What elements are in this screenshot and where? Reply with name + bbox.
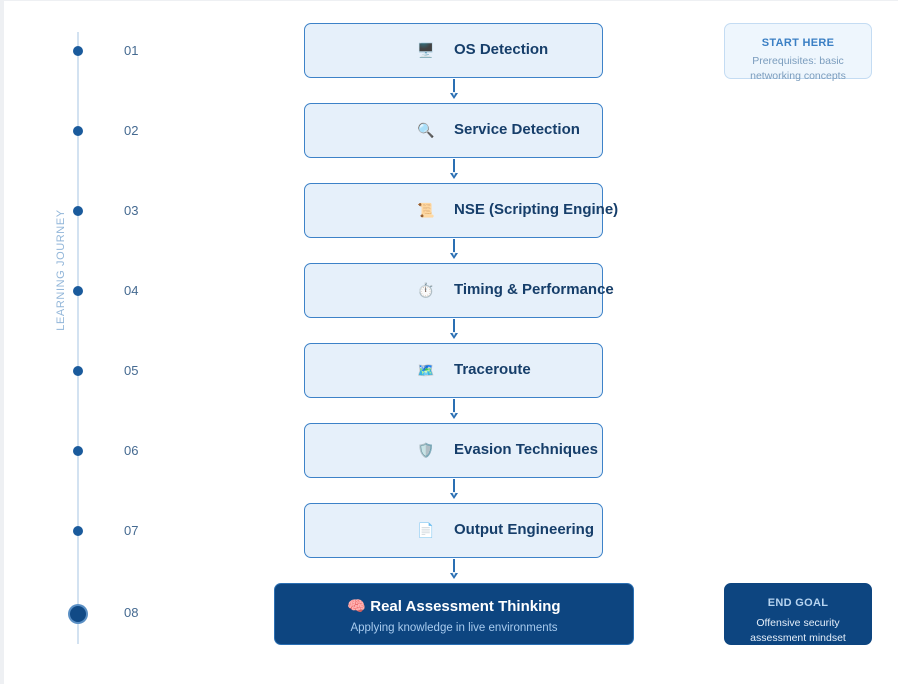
step-title: Service Detection [454, 121, 580, 138]
start-here-card [724, 23, 872, 82]
step-box-timing[interactable] [304, 263, 614, 318]
timeline-label-text: LEARNING JOURNEY [55, 209, 67, 331]
monitor-icon: 🖥️ [417, 42, 435, 58]
step-box-nse[interactable] [304, 183, 619, 238]
step-number: 01 [124, 43, 139, 58]
step-number: 07 [124, 523, 139, 538]
step-box-os-detection[interactable] [304, 23, 603, 78]
step-box-service-detection[interactable] [304, 103, 603, 158]
arrow-connector [453, 159, 455, 173]
stopwatch-icon: ⏱️ [417, 282, 435, 298]
arrow-connector [453, 479, 455, 493]
timeline-dot-01 [73, 46, 83, 56]
magnifier-icon: 🔍 [417, 122, 435, 138]
step-box-traceroute[interactable] [304, 343, 603, 398]
arrow-connector [453, 399, 455, 413]
step-number: 08 [124, 605, 139, 620]
arrow-head [450, 573, 458, 579]
arrow-connector [453, 319, 455, 333]
end-goal-description: Offensive security assessment mindset [750, 617, 846, 644]
final-step-box[interactable] [274, 583, 634, 645]
arrow-head [450, 253, 458, 259]
step-title: Evasion Techniques [454, 441, 598, 458]
arrow-connector [453, 79, 455, 93]
shield-icon: 🛡️ [417, 442, 435, 458]
arrow-connector [453, 559, 455, 573]
step-title: Output Engineering [454, 521, 594, 538]
timeline-dot-08 [70, 606, 86, 622]
final-step-subtitle: Applying knowledge in live environments [350, 622, 558, 634]
timeline-dot-06 [73, 446, 83, 456]
timeline-dot-07 [73, 526, 83, 536]
timeline-dot-05 [73, 366, 83, 376]
top-divider [4, 0, 898, 1]
step-title: Traceroute [454, 361, 531, 378]
arrow-head [450, 333, 458, 339]
arrow-head [450, 173, 458, 179]
window-edge [0, 0, 4, 684]
timeline-dot-03 [73, 206, 83, 216]
step-title: Timing & Performance [454, 281, 614, 298]
step-title: NSE (Scripting Engine) [454, 201, 619, 218]
timeline-line [77, 32, 79, 644]
arrow-head [450, 93, 458, 99]
map-icon: 🗺️ [417, 362, 435, 378]
arrow-connector [453, 239, 455, 253]
timeline-dot-02 [73, 126, 83, 136]
timeline-dot-04 [73, 286, 83, 296]
step-number: 04 [124, 283, 139, 298]
start-here-title: START HERE [761, 37, 835, 49]
step-number: 06 [124, 443, 139, 458]
step-number: 03 [124, 203, 139, 218]
arrow-head [450, 493, 458, 499]
step-box-output[interactable] [304, 503, 603, 558]
scroll-icon: 📜 [417, 202, 435, 218]
step-box-evasion[interactable] [304, 423, 603, 478]
step-number: 02 [124, 123, 139, 138]
arrow-head [450, 413, 458, 419]
document-icon: 📄 [417, 522, 435, 538]
start-here-description: Prerequisites: basic networking concepts [750, 55, 846, 82]
end-goal-card [724, 583, 872, 645]
final-step-title: 🧠 Real Assessment Thinking [347, 598, 561, 615]
step-number: 05 [124, 363, 139, 378]
step-title: OS Detection [454, 41, 549, 58]
end-goal-title: END GOAL [767, 597, 829, 609]
